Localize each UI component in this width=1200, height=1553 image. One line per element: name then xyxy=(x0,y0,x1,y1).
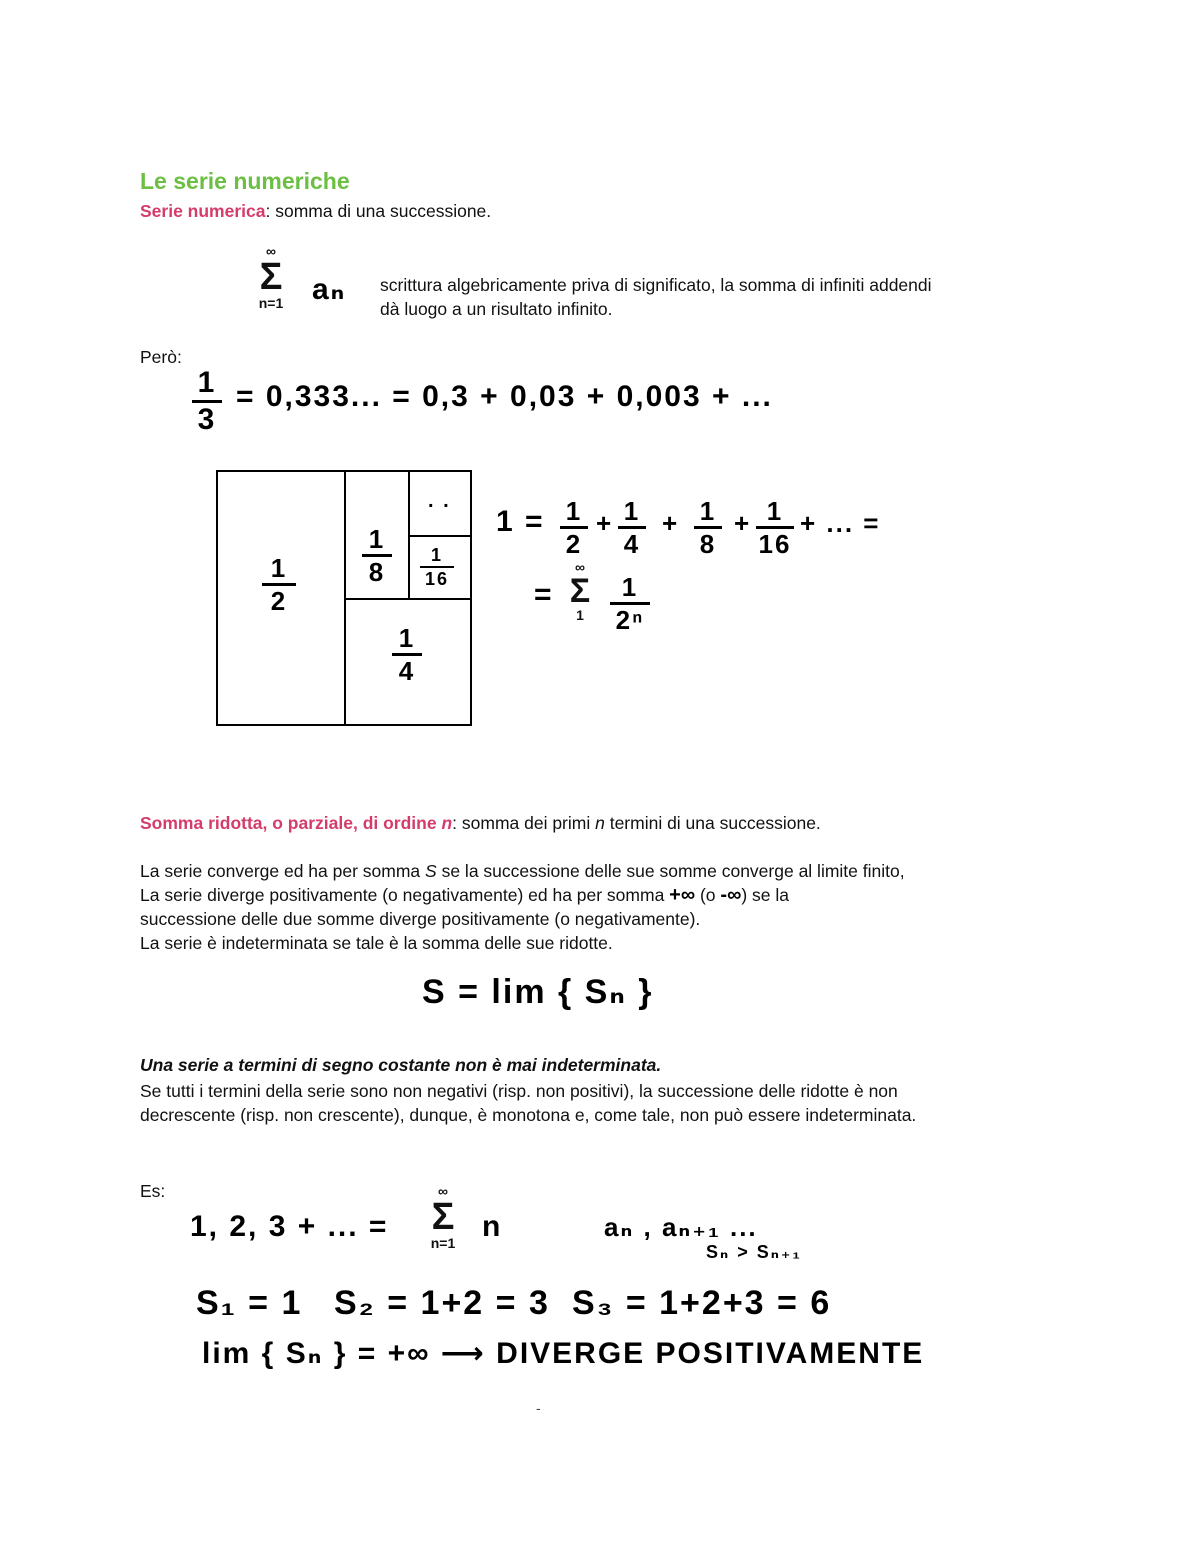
sigma-lower-limit: 1 xyxy=(576,607,584,623)
fraction-quarter-label xyxy=(392,625,422,684)
sum-geometric-sigma xyxy=(562,560,598,622)
example-sn-relation: Sₙ > Sₙ₊₁ xyxy=(706,1242,802,1262)
minus-infinity: -∞ xyxy=(720,884,742,906)
example-s1: S₁ = 1 xyxy=(196,1284,303,1322)
fraction-denominator: 2ⁿ xyxy=(615,605,645,635)
fraction-denominator: 16 xyxy=(758,529,792,559)
fraction-denominator: 8 xyxy=(699,529,717,559)
plus-infinity: +∞ xyxy=(669,884,696,906)
fraction-term-4 xyxy=(756,498,794,557)
fraction-numerator: 1 xyxy=(430,545,443,565)
example-sequence: 1, 2, 3 + ... = xyxy=(190,1210,389,1243)
definition-variable-n: n xyxy=(595,813,605,833)
sigma-symbol: Σ xyxy=(431,1196,455,1238)
sigma-upper-limit: ∞ xyxy=(266,243,276,259)
text-span: La serie converge ed ha per somma xyxy=(140,861,426,881)
fraction-eighth-label xyxy=(362,526,392,585)
sigma-symbol: Σ xyxy=(569,572,591,610)
convergence-line-4: La serie è indeterminata se tale è la somma delle sue ridotte. xyxy=(140,933,613,953)
fraction-geometric-term xyxy=(610,574,650,633)
fraction-one-third xyxy=(192,368,222,435)
sigma-lower-limit: n=1 xyxy=(430,1235,456,1251)
fraction-denominator: 3 xyxy=(197,403,217,436)
fraction-denominator: 2 xyxy=(270,586,288,616)
definition-term: Somma ridotta, o parziale, di ordine xyxy=(140,813,442,833)
fraction-term-2 xyxy=(618,498,646,557)
example-s2: S₂ = 1+2 = 3 xyxy=(334,1284,550,1322)
fraction-denominator: 2 xyxy=(565,529,583,559)
text-span: La serie diverge positivamente (o negativamente) ed ha per somma xyxy=(140,885,670,905)
footer-mark: - xyxy=(536,1400,541,1416)
fraction-term-1 xyxy=(560,498,588,557)
text-span: ) se la xyxy=(741,885,789,905)
limit-equation: S = lim { Sₙ } xyxy=(422,973,654,1011)
fraction-denominator: 8 xyxy=(368,557,386,587)
example-limit-conclusion: lim { Sₙ } = +∞ ⟶ DIVERGE POSITIVAMENTE xyxy=(202,1337,925,1370)
definition-text-end: termini di una successione. xyxy=(604,813,821,833)
fraction-numerator: 1 xyxy=(699,496,717,526)
fraction-denominator: 4 xyxy=(398,656,416,686)
sum-symbol: S xyxy=(425,861,437,881)
definition-somma-ridotta xyxy=(140,811,821,835)
definition-term: Serie numerica xyxy=(140,201,266,221)
definition-text: : somma dei primi xyxy=(452,813,596,833)
fraction-term-3 xyxy=(694,498,722,557)
definition-text: : somma di una successione. xyxy=(265,201,492,221)
text-span: se la successione delle sue somme converge al limite finito, xyxy=(436,861,905,881)
convergence-line-1 xyxy=(140,859,905,883)
theorem-statement: Una serie a termini di segno costante non è mai indeterminata. xyxy=(140,1055,662,1075)
definition-term-n: n xyxy=(441,813,453,833)
eq-one-lhs: 1 = xyxy=(496,505,545,538)
convergence-line-2 xyxy=(140,883,789,907)
fraction-half-label xyxy=(262,555,296,614)
remaining-dots: . . xyxy=(428,490,451,512)
theorem-line-2: decrescente (risp. non crescente), dunque, è monotona e, come tale, non può essere indeterminata. xyxy=(140,1105,917,1125)
one-third-expansion: = 0,333... = 0,3 + 0,03 + 0,003 + ... xyxy=(236,380,773,413)
fraction-numerator: 1 xyxy=(565,496,583,526)
fraction-numerator: 1 xyxy=(623,496,641,526)
sigma-lower-limit: n=1 xyxy=(258,295,284,311)
text-span: (o xyxy=(695,885,721,905)
fraction-numerator: 1 xyxy=(368,524,386,554)
example-sigma xyxy=(418,1184,468,1250)
example-label: Es: xyxy=(140,1181,166,1201)
fraction-bar xyxy=(420,566,454,568)
fraction-numerator: 1 xyxy=(197,366,217,399)
example-an-sequence: aₙ , aₙ₊₁ ... xyxy=(604,1212,758,1242)
fraction-numerator: 1 xyxy=(621,572,639,602)
sigma-upper-limit: ∞ xyxy=(575,559,585,575)
plus-sign: + xyxy=(662,508,680,538)
definition-serie-numerica xyxy=(140,199,491,223)
eq-one-tail: + ... = xyxy=(800,508,881,538)
eq-two-equals: = xyxy=(534,578,554,611)
fraction-numerator: 1 xyxy=(766,496,784,526)
series-sigma xyxy=(246,244,296,310)
fraction-sixteenth-label xyxy=(420,546,454,588)
sigma-symbol: Σ xyxy=(259,256,283,298)
example-sigma-term: n xyxy=(482,1210,503,1243)
fraction-numerator: 1 xyxy=(398,623,416,653)
theorem-line-1: Se tutti i termini della serie sono non negativi (risp. non positivi), la successione delle ridotte è non xyxy=(140,1081,898,1101)
page-title: Le serie numeriche xyxy=(140,168,350,194)
sigma-upper-limit: ∞ xyxy=(438,1183,448,1199)
fraction-denominator: 4 xyxy=(623,529,641,559)
pero-label: Però: xyxy=(140,347,182,367)
fraction-numerator: 1 xyxy=(270,553,288,583)
plus-sign: + xyxy=(596,508,614,538)
series-term: aₙ xyxy=(312,273,347,306)
series-note-line-1: scrittura algebricamente priva di significato, la somma di infiniti addendi xyxy=(380,275,932,295)
plus-sign: + xyxy=(734,508,752,538)
example-s3: S₃ = 1+2+3 = 6 xyxy=(572,1284,832,1322)
fraction-denominator: 16 xyxy=(424,569,450,589)
convergence-line-3: successione delle due somme diverge positivamente (o negativamente). xyxy=(140,909,701,929)
series-note-line-2: dà luogo a un risultato infinito. xyxy=(380,299,613,319)
